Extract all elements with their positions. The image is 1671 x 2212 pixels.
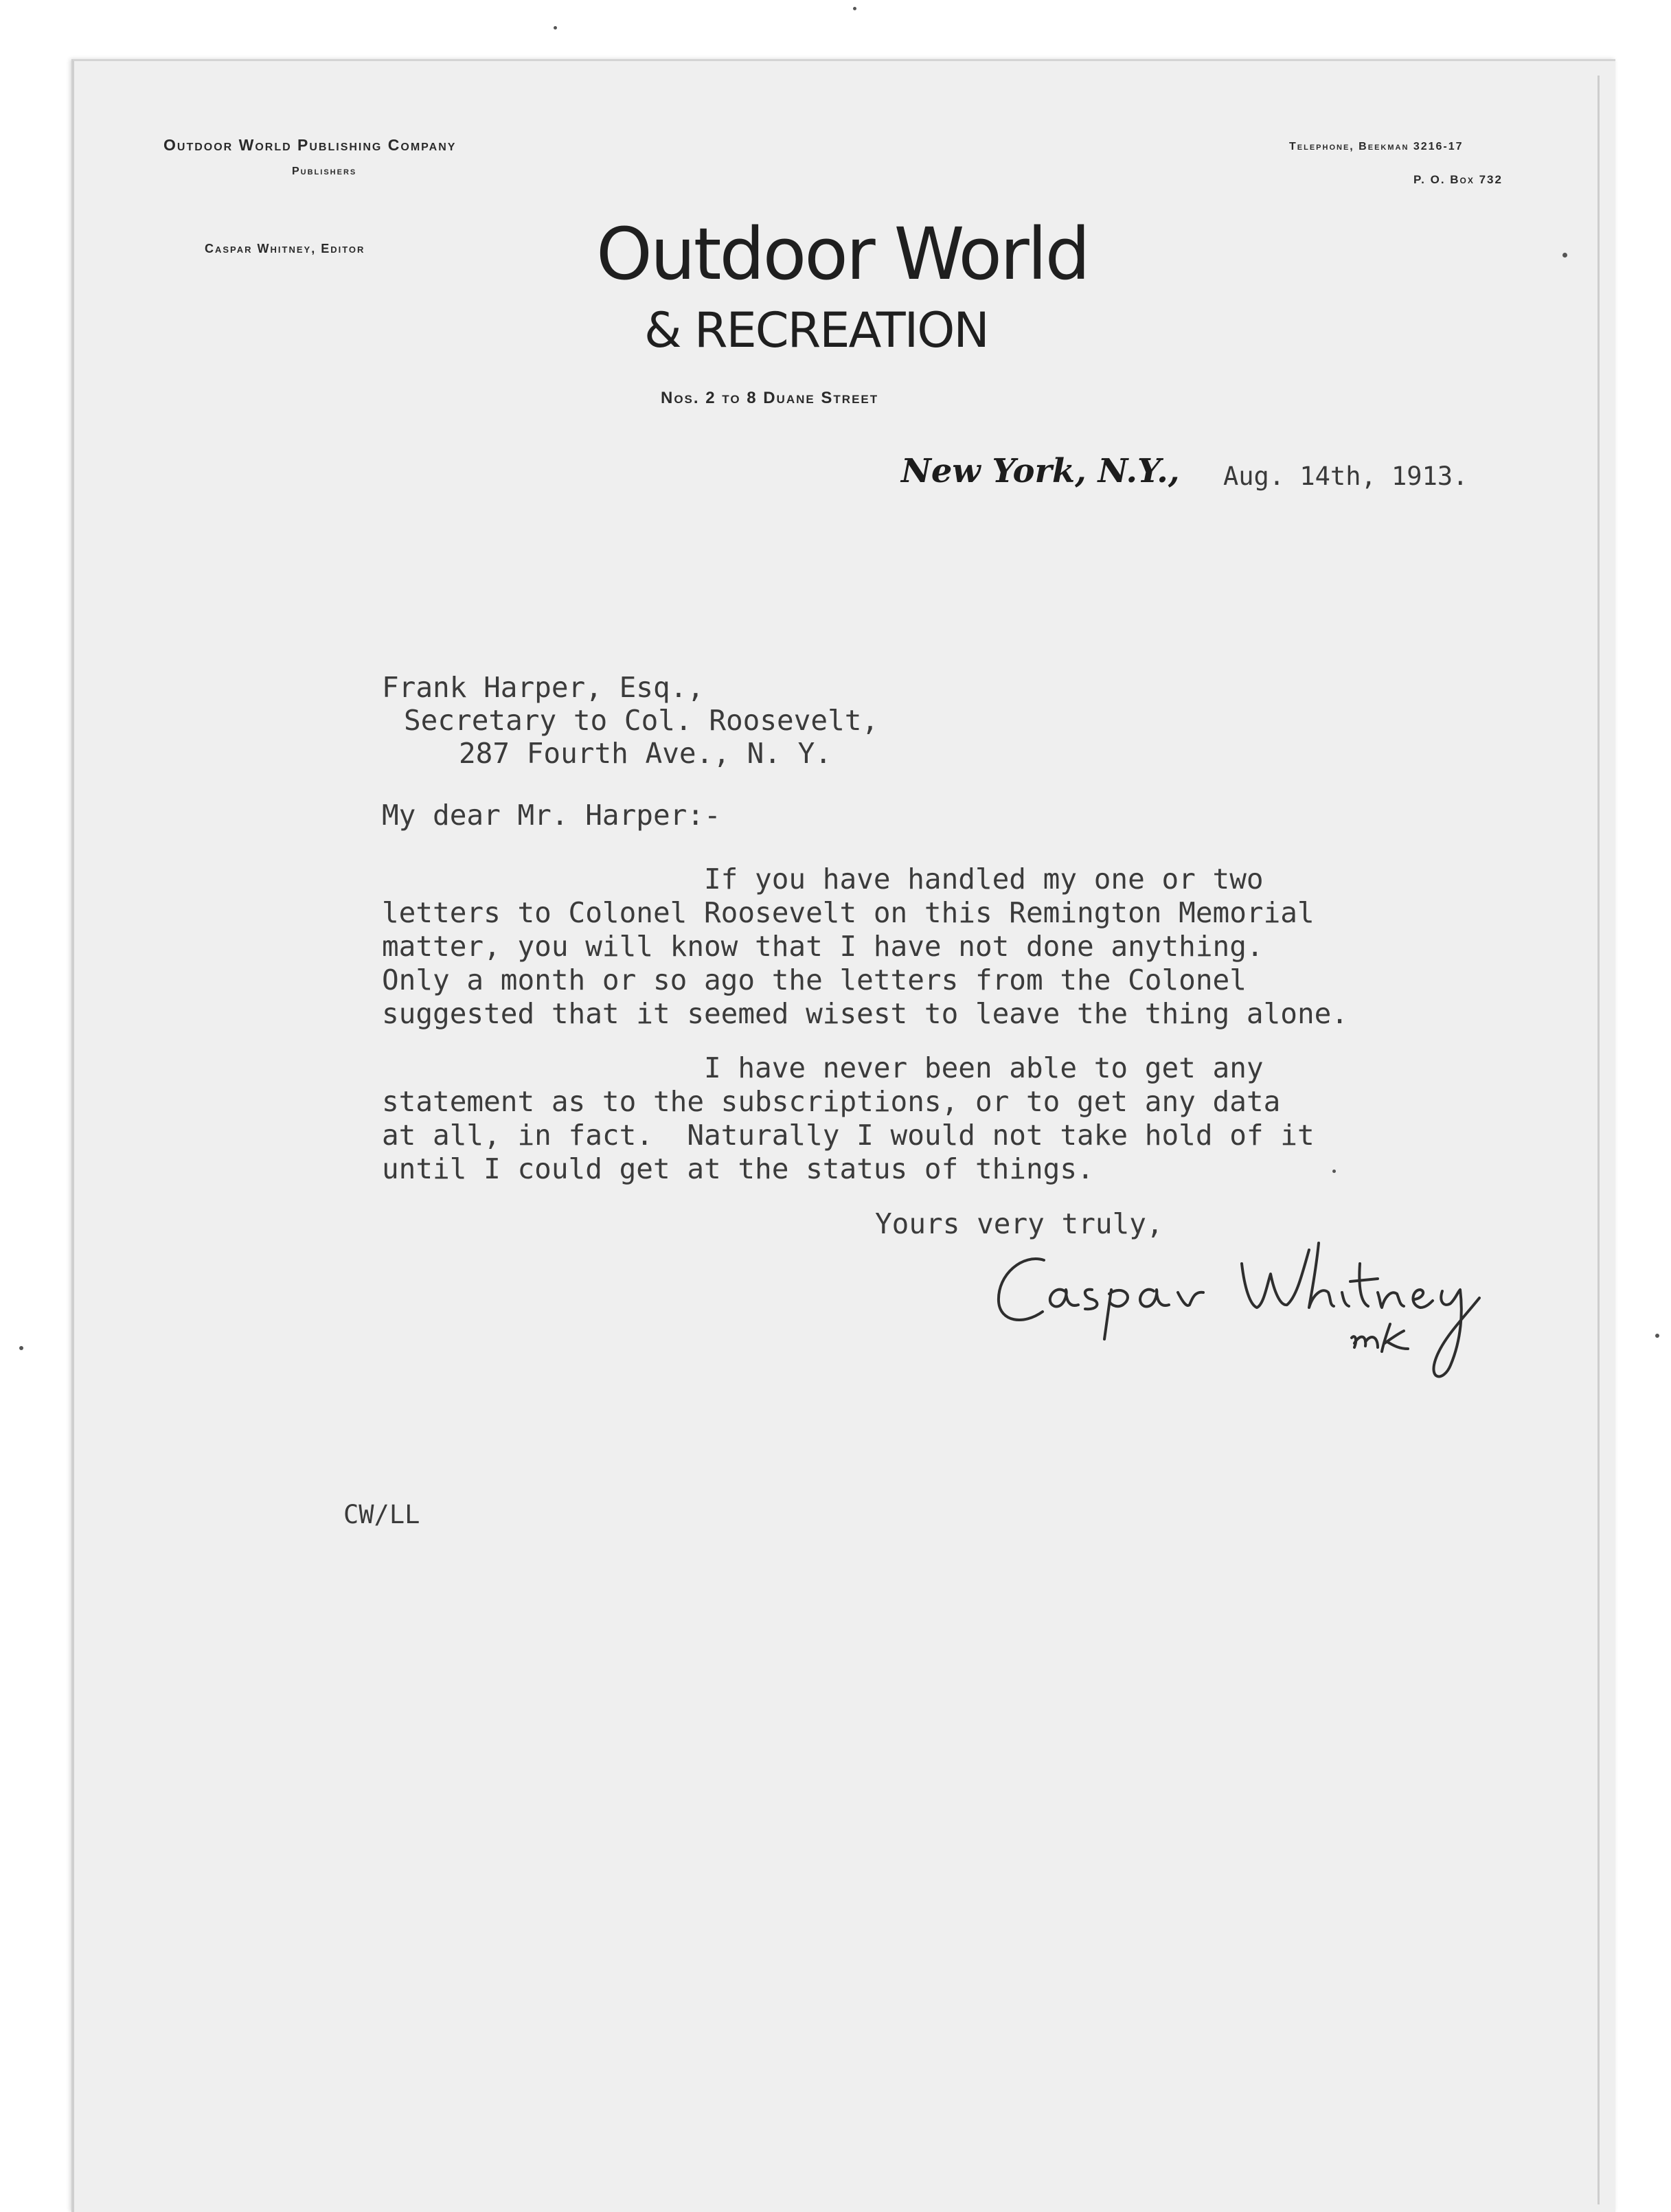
paper-edge	[1598, 76, 1600, 2204]
body-paragraph-1: If you have handled my one or two letters to Colonel Roosevelt on this Remington Memorial matter, you will know that I have not done anything. Only a month or so ago the letters from the Colonel suggested that it seemed wisest to leave the thing alone.	[382, 863, 1348, 1030]
handwritten-signature	[989, 1236, 1559, 1387]
company-name: Outdoor World Publishing Company	[163, 136, 457, 154]
dateline-city: New York, N.Y.,	[901, 452, 1180, 490]
paper-speck	[19, 1346, 23, 1350]
street-address: Nos. 2 to 8 Duane Street	[661, 389, 879, 407]
paper-speck	[1655, 1334, 1659, 1338]
telephone-number: Telephone, Beekman 3216-17	[1289, 141, 1464, 152]
recipient-name: Frank Harper, Esq.,	[382, 671, 704, 704]
paper-speck	[554, 26, 557, 30]
paper-speck	[1562, 253, 1567, 258]
recipient-title: Secretary to Col. Roosevelt,	[404, 704, 879, 737]
dateline-date: Aug. 14th, 1913.	[1223, 461, 1468, 491]
body-paragraph-2: I have never been able to get any statement as to the subscriptions, or to get any data at all, in fact. Naturally I would not take hold of it until I could get at the status of things.	[382, 1051, 1315, 1185]
po-box: P. O. Box 732	[1413, 173, 1503, 186]
closing: Yours very truly,	[875, 1207, 1163, 1240]
masthead-subtitle: & RECREATION	[644, 302, 988, 358]
paper-speck	[1332, 1170, 1336, 1173]
salutation: My dear Mr. Harper:-	[382, 799, 721, 832]
recipient-address: 287 Fourth Ave., N. Y.	[459, 737, 832, 770]
paper-speck	[853, 7, 856, 10]
publishers-label: Publishers	[292, 166, 357, 177]
editor-name: Caspar Whitney, Editor	[205, 242, 365, 255]
masthead-title: Outdoor World	[596, 212, 1089, 296]
reference-initials: CW/LL	[343, 1500, 420, 1529]
